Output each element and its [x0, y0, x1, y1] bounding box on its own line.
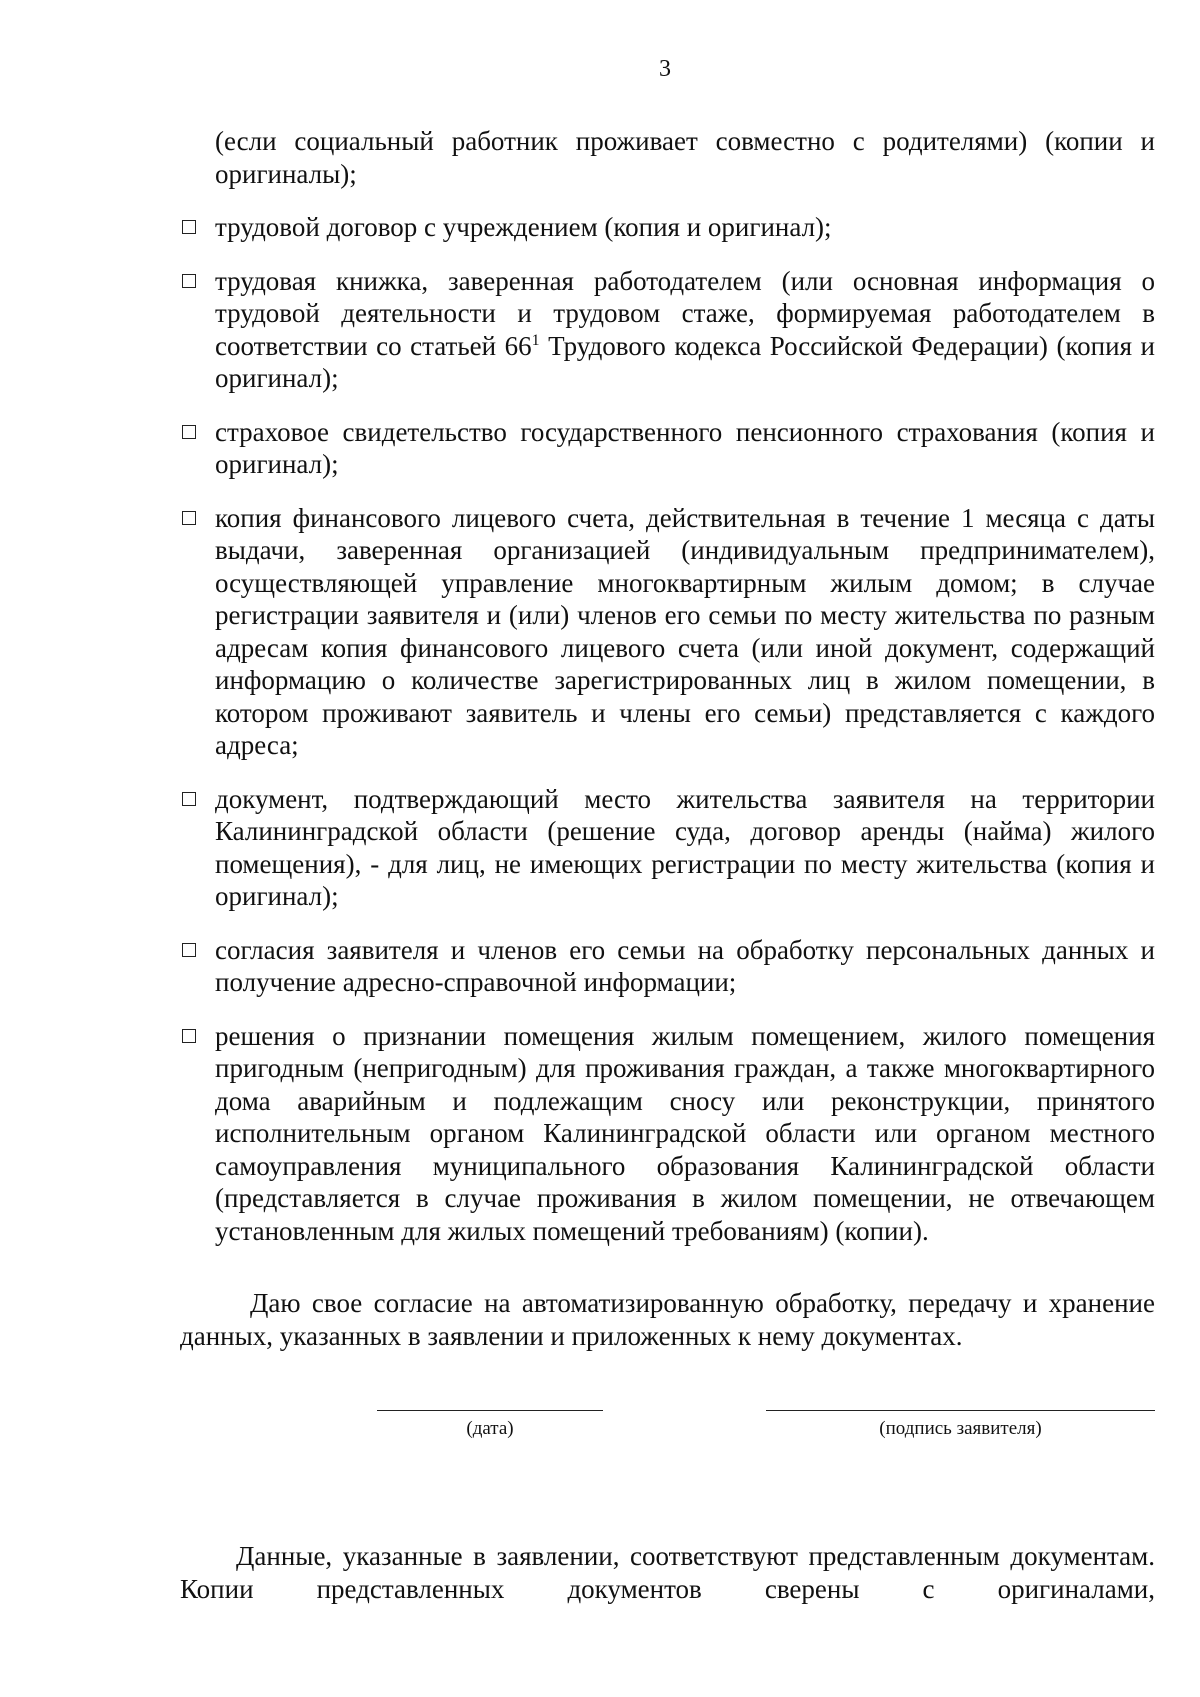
list-item-residence-document	[180, 783, 1155, 913]
superscript: 1	[531, 331, 540, 349]
signature-caption: (подпись заявителя)	[879, 1418, 1042, 1439]
list-item-text: согласия заявителя и членов его семьи на обработку персональных данных и получение адресно-справочной информации;	[215, 934, 1155, 997]
checkbox-icon	[182, 943, 196, 957]
date-line[interactable]	[377, 1410, 603, 1411]
intro-continuation: (если социальный работник проживает совместно с родителями) (копии и оригиналы);	[215, 126, 1155, 189]
checkbox-icon	[182, 511, 196, 525]
list-item-text: решения о признании помещения жилым помещением, жилого помещения пригодным (непригодным) для проживания граждан, а также многоквартирного дома аварийным и подлежащим сносу или реконструкции, принятого исполнительным органом Калининградской области или органом местного самоуправления муниципального образования Калининградской области (представляется в случае проживания в жилом помещении, не отвечающем установленным для жилых помещений требованиям) (копии).	[215, 1020, 1155, 1246]
checkbox-icon	[182, 274, 196, 288]
list-item-employment-contract	[180, 211, 1155, 244]
date-caption: (дата)	[466, 1418, 514, 1439]
list-item-housing-decision	[180, 1020, 1155, 1248]
list-item-text-part: Трудового кодекса Российской Федерации) (копия и оригинал);	[215, 330, 1155, 393]
list-item-financial-account	[180, 502, 1155, 762]
list-item-text-part: трудовая книжка, заверенная работодателем (или основная информация о трудовой деятельности и трудовом стаже, формируемая работодателем в соответствии со статьей 66	[215, 265, 1155, 361]
signature-line[interactable]	[766, 1410, 1155, 1411]
page-number: 3	[659, 56, 671, 82]
list-item-text: трудовой договор с учреждением (копия и оригинал);	[215, 212, 832, 242]
list-item-text: страховое свидетельство государственного пенсионного страхования (копия и оригинал);	[215, 416, 1155, 479]
checkbox-icon	[182, 425, 196, 439]
list-item-text	[215, 265, 1155, 395]
checkbox-icon	[182, 1029, 196, 1043]
list-item-pension-certificate	[180, 416, 1155, 481]
checkbox-icon	[182, 220, 196, 234]
document-body	[180, 125, 1155, 1605]
checkbox-icon	[182, 792, 196, 806]
consent-paragraph: Даю свое согласие на автоматизированную обработку, передачу и хранение данных, указанных в заявлении и приложенных к нему документах.	[180, 1288, 1155, 1351]
signature-block	[180, 1410, 1155, 1500]
list-item-text: копия финансового лицевого счета, действительная в течение 1 месяца с даты выдачи, заверенная организацией (индивидуальным предпринимателем), осуществляющей управление многоквартирным жилым домом; в случае регистрации заявителя и (или) членов его семьи по месту жительства по разным адресам копия финансового лицевого счета (или иной документ, содержащий информацию о количестве зарегистрированных лиц в жилом помещении, в котором проживают заявитель и члены его семьи) представляется с каждого адреса;	[215, 502, 1155, 760]
list-item-text: документ, подтверждающий место жительства заявителя на территории Калининградской области (решение суда, договор аренды (найма) жилого помещения), - для лиц, не имеющих регистрации по месту жительства (копия и оригинал);	[215, 783, 1155, 911]
list-item-work-book	[180, 265, 1155, 395]
list-item-data-consent	[180, 934, 1155, 999]
verification-paragraph: Данные, указанные в заявлении, соответствуют представленным документам. Копии представленных документов сверены с оригиналами,	[180, 1541, 1155, 1604]
